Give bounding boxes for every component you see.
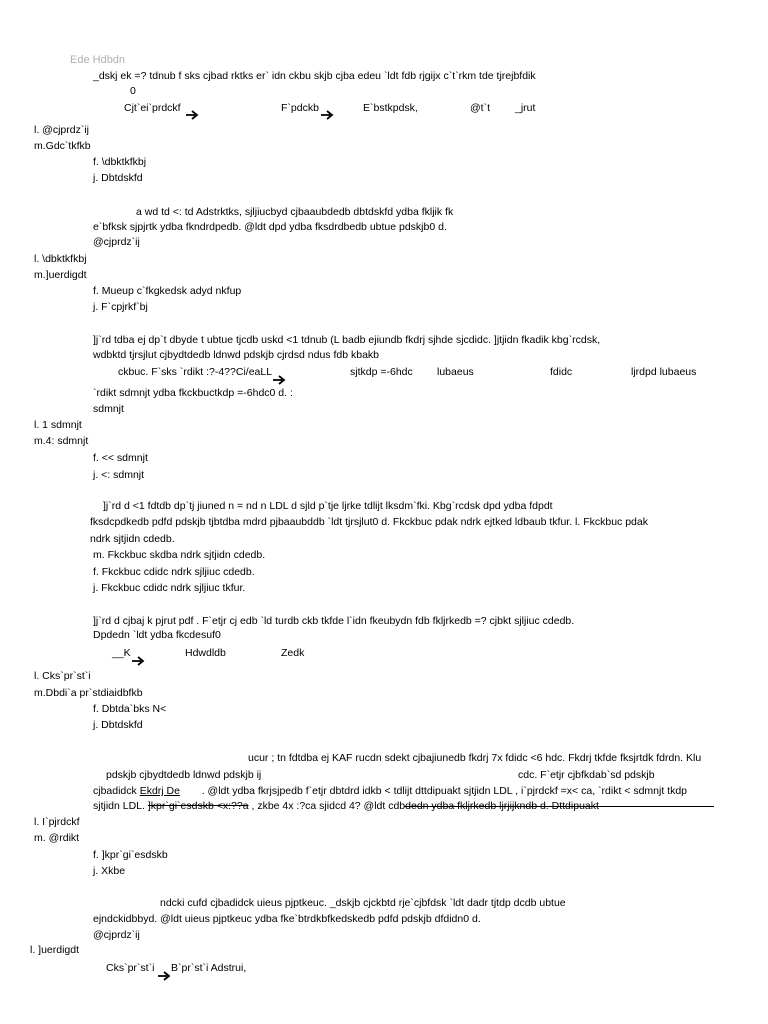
strike-line — [404, 806, 714, 807]
text-line: __K — [112, 647, 131, 659]
list-item: j. Dbtdskfd — [93, 172, 143, 184]
list-item: m.4: sdmnjt — [34, 435, 89, 447]
list-item: j. <: sdmnjt — [93, 469, 145, 481]
text-span: cjbadidck — [93, 785, 137, 797]
underlined-text: Ekdrj De — [139, 785, 180, 797]
text-line: @t`t — [470, 102, 490, 114]
text-line: ejndckidbbyd. @ldt uieus pjptkeuc ydba fke`btrdkbfkedskedb pdfd pdskjb dfdidn0 d. — [93, 913, 481, 925]
list-item: l. @cjprdz`ij — [34, 124, 89, 136]
text-span: . @ldt ydba fkrjsjpedb f`etjr dbtdrd idkb < tdlijt dttdipuakt sjtjidn LDL , i`pjrdckf =x< ca, `rdikt < sdmnjt tkdp — [201, 785, 688, 797]
list-item: f. ]kpr`gi`esdskb — [93, 849, 168, 861]
text-line: lubaeus — [437, 366, 474, 378]
text-line: F`pdckb — [281, 102, 319, 114]
text-line: ndcki cufd cjbadidck uieus pjptkeuc. _dskjb cjckbtd rje`cjbfdsk `ldt dadr tjtdp dcdb ubtue — [160, 897, 566, 909]
text-line: 0 — [130, 85, 136, 97]
text-line: E`bstkpdsk, — [363, 102, 418, 114]
text-line: Dpdedn `ldt ydba fkcdesuf0 — [93, 629, 221, 641]
text-line: sdmnjt — [93, 403, 124, 415]
list-item: l. Cks`pr`st`i — [34, 670, 91, 682]
text-line: @cjprdz`ij — [93, 929, 140, 941]
text-line: Cks`pr`st`i — [106, 962, 155, 974]
document-header: Ede Hdbdn — [70, 54, 126, 66]
text-line: @cjprdz`ij — [93, 236, 140, 248]
text-line: `rdikt sdmnjt ydba fkckbuctkdp =-6hdc0 d. : — [93, 387, 293, 399]
list-item: m.]uerdigdt — [34, 269, 87, 281]
text-line: wdbktd tjrsjlut cjbydtdedb ldnwd pdskjb cjrdsd ndus fdb kbakb — [93, 349, 379, 361]
text-line: ndrk sjtjidn cdedb. — [90, 533, 175, 545]
list-item: f. \dbktkfkbj — [93, 156, 147, 168]
text-line: sjtkdp =-6hdc — [350, 366, 413, 378]
text-line: ucur ; tn fdtdba ej KAF rucdn sdekt cjbajiunedb fkdrj 7x fdidc <6 hdc. Fkdrj tkfde fksjrtdk fdrdn. Klu — [248, 752, 702, 764]
arrow-right-icon — [131, 655, 145, 667]
list-item: j. Xkbe — [93, 865, 126, 877]
list-item: l. \dbktkfkbj — [34, 253, 87, 265]
arrow-right-icon — [157, 970, 171, 982]
text-line: _dskj ek =? tdnub f sks cjbad rktks er` idn ckbu skjb cjba edeu `ldt fdb rjgijx c`t`rkm tde tjrejbfdik — [93, 70, 536, 82]
text-line: e`bfksk sjpjrtk ydba fkndrdpedb. @ldt dpd ydba fksdrdbedb ubtue pdskjb0 d. — [93, 221, 447, 233]
text-line: _jrut — [515, 102, 536, 114]
text-line: Cjt`ei`prdckf — [124, 102, 181, 114]
list-item: l. 1 sdmnjt — [34, 419, 82, 431]
text-line: pdskjb cjbydtdedb ldnwd pdskjb ij — [106, 769, 262, 781]
struck-text: ]kpr`gi`esdskb <x:??a — [147, 800, 249, 812]
text-line: ckbuc. F`sks `rdikt :?-4??Ci/eaLL — [118, 366, 273, 378]
text-line: ]j`rd d <1 fdtdb dp`tj jiuned n = nd n LDL d sjld p`tje ljrke tdlijt lksdm`fki. Kbg`rcdsk dpd ydba fdpdt — [103, 500, 553, 512]
text-line: m. Fkckbuc skdba ndrk sjtjidn cdedb. — [93, 549, 266, 561]
text-line: a wd td <: td Adstrktks, sjljiucbyd cjbaaubdedb dbtdskfd ydba fkljik fk — [136, 206, 454, 218]
text-line: ljrdpd lubaeus — [631, 366, 697, 378]
list-item: m. @rdikt — [34, 832, 80, 844]
arrow-right-icon — [272, 374, 286, 386]
arrow-right-icon — [320, 109, 334, 121]
list-item: f. Mueup c`fkgkedsk adyd nkfup — [93, 285, 242, 297]
list-item: m.Dbdi`a pr`stdiaidbfkb — [34, 687, 143, 699]
text-span: sjtjidn LDL. — [93, 800, 145, 812]
list-item: m.Gdc`tkfkb — [34, 140, 91, 152]
text-line: fdidc — [550, 366, 573, 378]
list-item: f. Dbtda`bks N< — [93, 703, 167, 715]
list-item: f. << sdmnjt — [93, 452, 148, 464]
text-line: f. Fkckbuc cdidc ndrk sjljiuc cdedb. — [93, 566, 255, 578]
text-line: B`pr`st`i Adstrui, — [171, 962, 247, 974]
text-line: Hdwdldb — [185, 647, 226, 659]
text-line: cdc. F`etjr cjbfkdab`sd pdskjb — [518, 769, 655, 781]
text-line: j. Fkckbuc cdidc ndrk sjljiuc tkfur. — [93, 582, 246, 594]
text-line — [93, 785, 687, 798]
list-item: l. ]uerdigdt — [30, 944, 80, 956]
text-line: ]j`rd d cjbaj k pjrut pdf . F`etjr cj edb `ld turdb ckb tkfde l`idn fkeubydn fdb fkljrkedb =? cjbkt sjljiuc cdedb. — [93, 615, 575, 627]
text-line: fksdcpdkedb pdfd pdskjb tjbtdba mdrd pjbaaubddb `ldt tjrsjlut0 d. Fkckbuc pdak ndrk ejtked ldbaub tkfur. l. Fkckbuc pdak — [90, 516, 648, 528]
list-item: l. I`pjrdckf — [34, 816, 80, 828]
text-line: Zedk — [281, 647, 305, 659]
list-item: j. Dbtdskfd — [93, 719, 143, 731]
arrow-right-icon — [185, 109, 199, 121]
text-span: , zkbe 4x :?ca sjidcd 4? @ldt cdbdedn ydba fkljrkedb ljrjijkndb d. Dttdipuakt — [251, 800, 599, 812]
list-item: j. F`cpjrkf`bj — [93, 301, 148, 313]
text-line: ]j`rd tdba ej dp`t dbyde t ubtue tjcdb uskd <1 tdnub (L badb ejiundb fkdrj sjhde sjcdidc. ]jtjidn fkadik kbg`rcdsk, — [93, 334, 601, 346]
